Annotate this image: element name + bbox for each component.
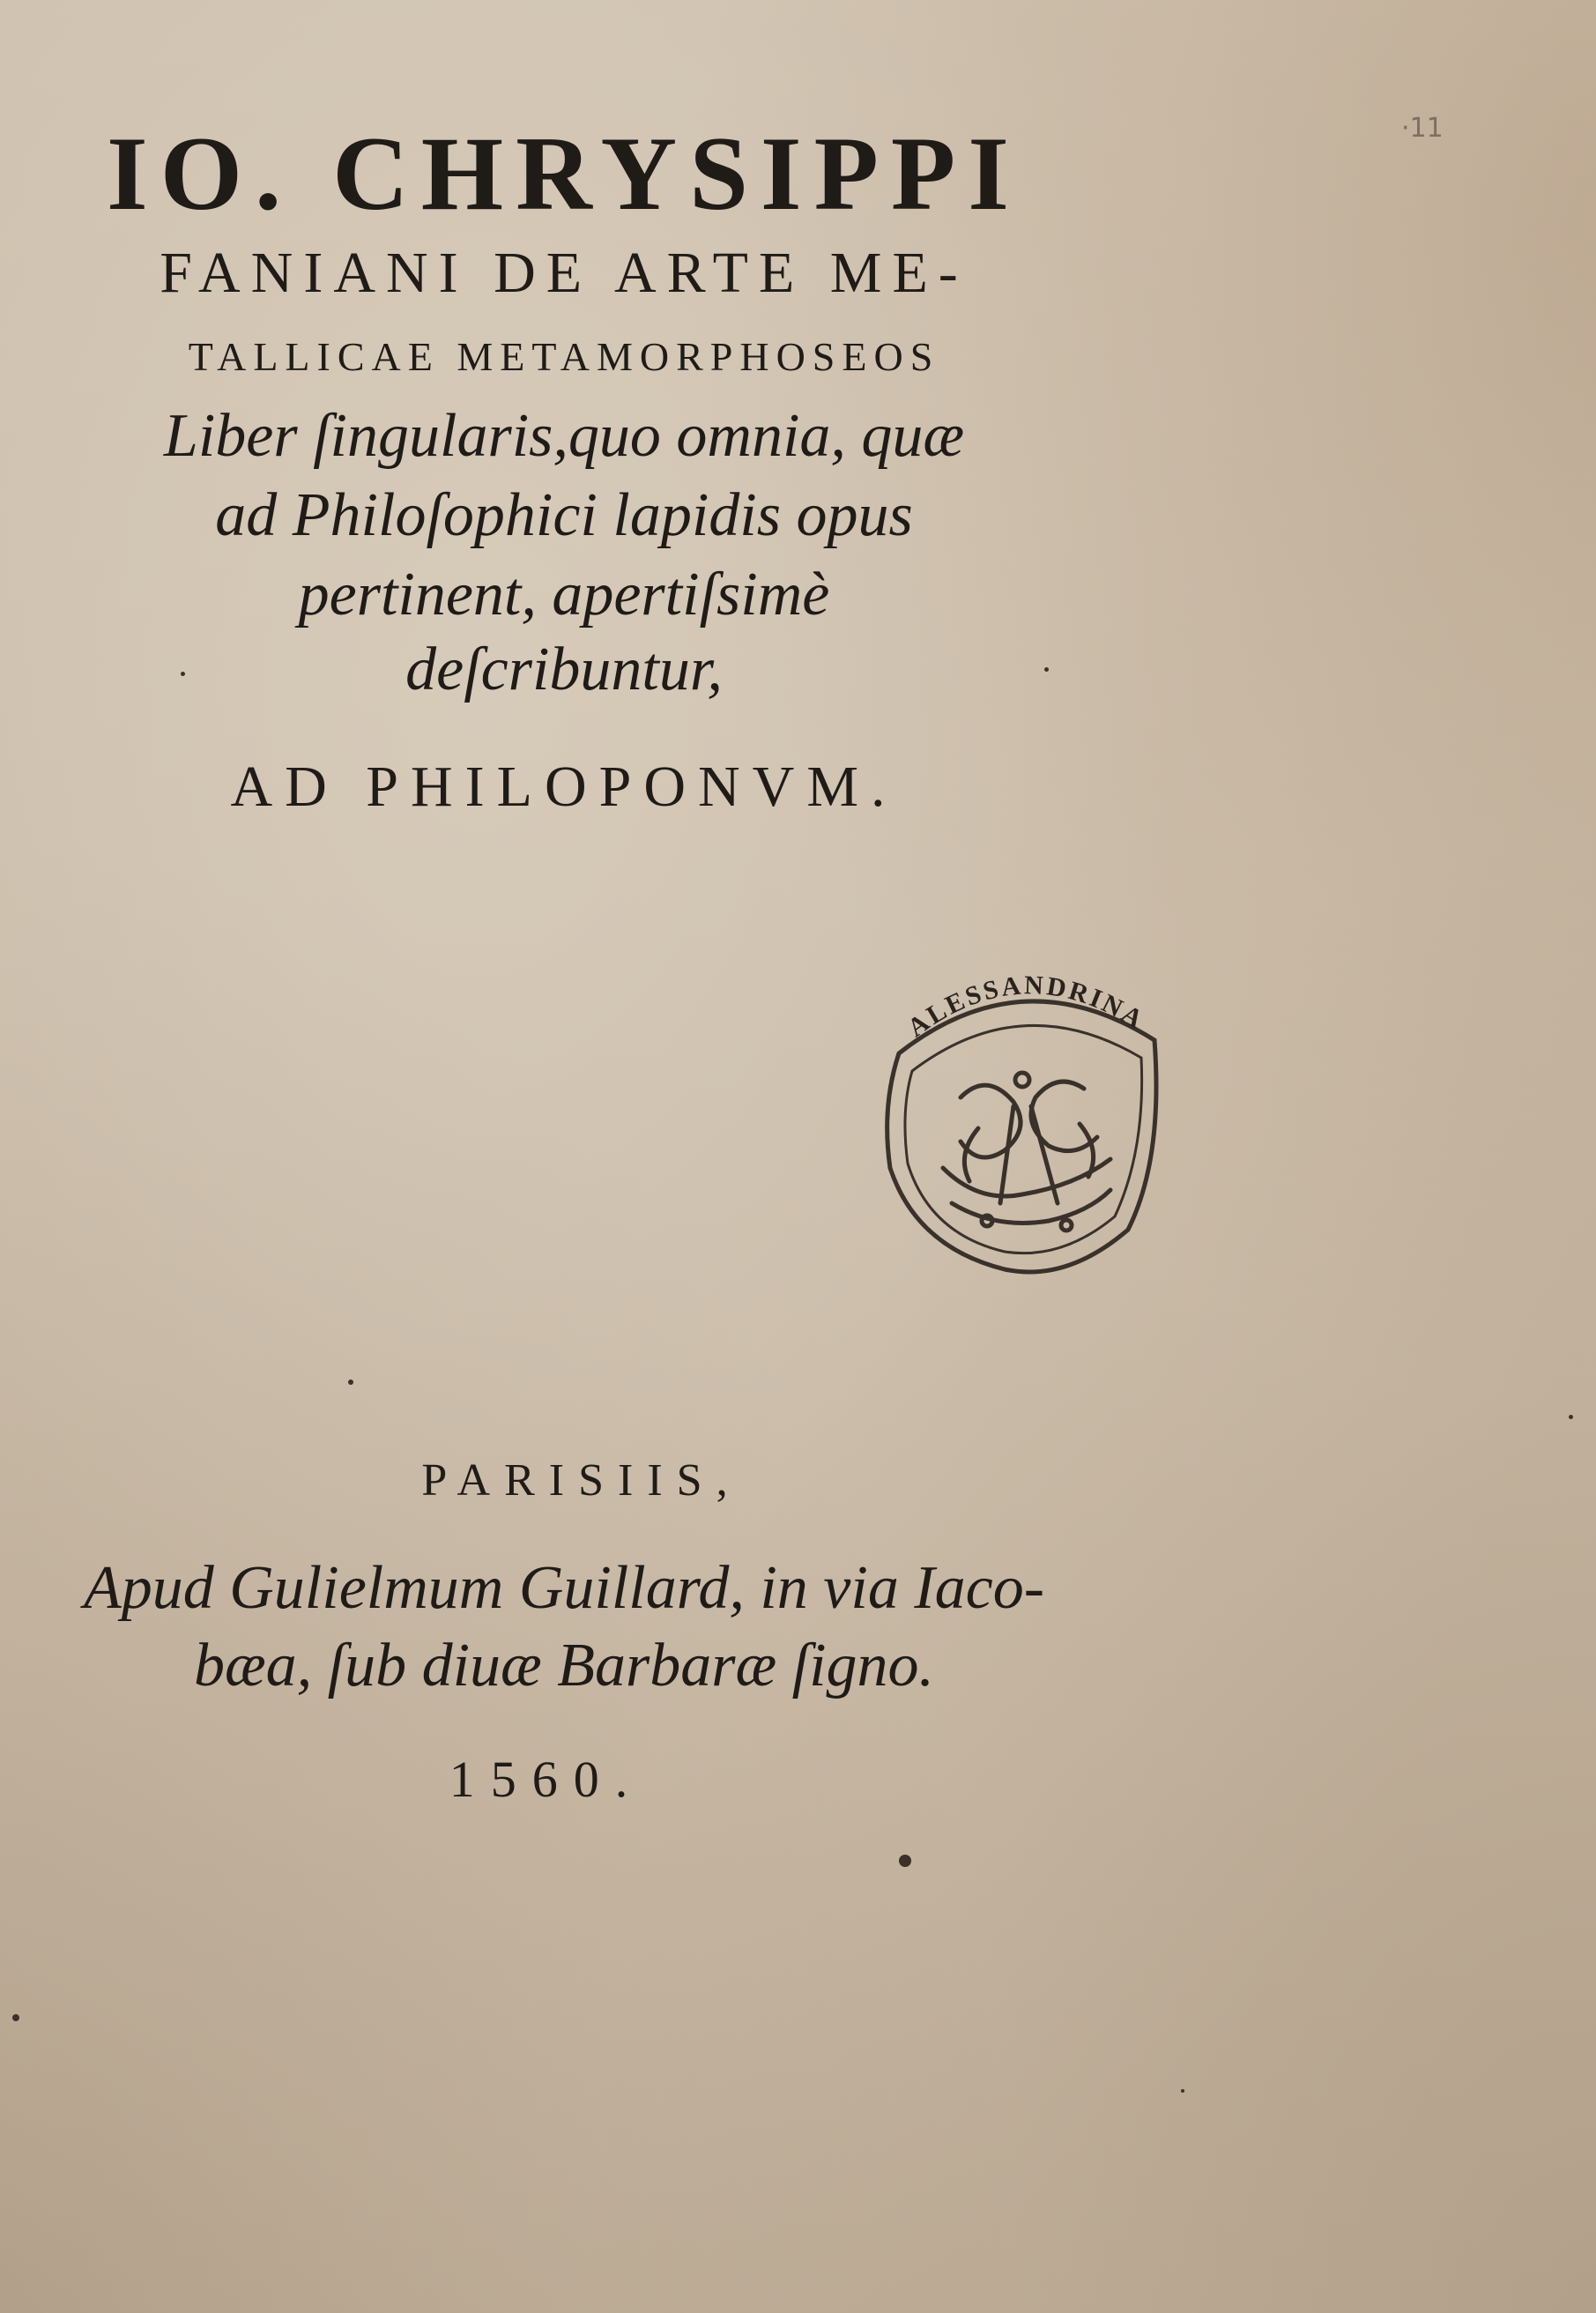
ink-speck	[1569, 1415, 1573, 1419]
stamp-text: ALESSANDRINA	[902, 971, 1150, 1043]
imprint-place: PARISIIS,	[421, 1455, 742, 1506]
imprint-year: 1560.	[449, 1751, 644, 1808]
margin-pencil-note: ·11	[1401, 113, 1444, 144]
ink-speck	[899, 1855, 911, 1867]
title-line-2: FANIANI DE ARTE ME-	[160, 241, 969, 305]
ink-speck	[12, 2014, 19, 2021]
ink-speck	[181, 672, 185, 676]
imprint-publisher-line-1: Apud Gulielmum Guillard, in via Iaco-	[83, 1554, 1045, 1622]
title-line-3: TALLICAE METAMORPHOSEOS	[188, 334, 940, 379]
library-stamp-seal	[872, 939, 1172, 1291]
subtitle-line-3: pertinent, apertiſsimè	[298, 561, 830, 628]
subtitle-line-1: Liber ſingularis,quo omnia, quæ	[163, 402, 965, 470]
subtitle-line-4: deſcribuntur,	[405, 636, 723, 703]
ink-speck	[348, 1380, 353, 1385]
dedication-line: AD PHILOPONVM.	[230, 755, 898, 819]
subtitle-line-2: ad Philoſophici lapidis opus	[215, 481, 913, 549]
ink-speck	[1044, 667, 1049, 672]
author-line: IO. CHRYSIPPI	[107, 115, 1021, 232]
imprint-publisher-line-2: bæa, ſub diuæ Barbaræ ſigno.	[193, 1632, 935, 1699]
ink-speck	[1181, 2089, 1184, 2093]
